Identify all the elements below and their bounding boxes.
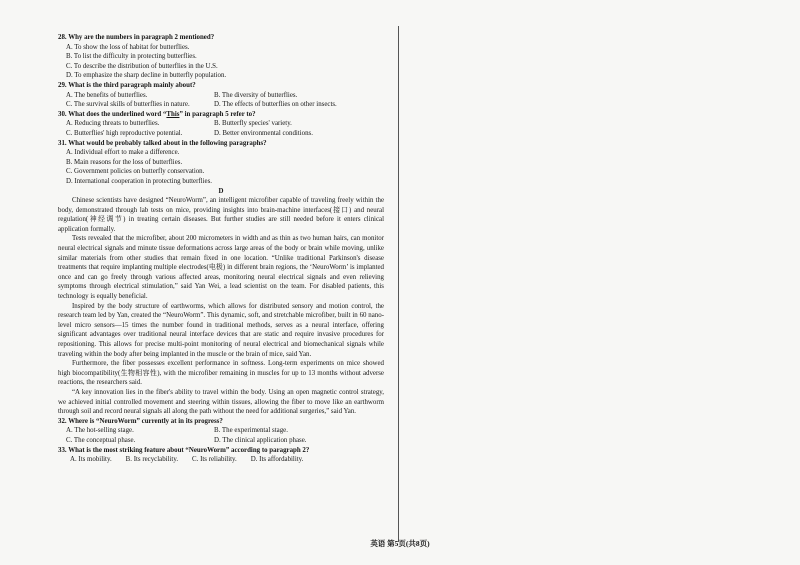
question-29-option-d: D. The effects of butterflies on other insects. xyxy=(214,101,337,109)
question-32-option-d: D. The clinical application phase. xyxy=(214,436,307,444)
question-30-underlined-word: This xyxy=(166,110,180,118)
question-33-option-b: B. Its recyclability. xyxy=(125,456,179,464)
section-d-heading: D xyxy=(218,187,224,195)
question-29-row-2 xyxy=(58,100,384,110)
question-28-stem: 28. Why are the numbers in paragraph 2 mentioned? xyxy=(58,34,215,41)
passage-paragraph: Furthermore, the fiber possesses excellent performance in softness. Long-term experiments on mice showed high biocompatibility(生物相容性), with the microfiber remaining in muscles for up to 13 months without adverse reactions, the researchers said. xyxy=(58,360,384,387)
passage-paragraph: Chinese scientists have designed “NeuroWorm”, an intelligent microfiber capable of traveling freely within the body, demonstrated through lab tests on mice, providing insights into brain-machine interfaces(接口) and neural regulation(神经调节) in treating certain diseases. But further studies are still needed before it enters clinical application formally. xyxy=(58,197,384,233)
question-30-option-a: A. Reducing threats to butterflies. xyxy=(66,120,160,128)
left-column xyxy=(58,33,384,465)
question-28-option-b: B. To list the difficulty in protecting butterflies. xyxy=(66,53,197,61)
question-29-option-c: C. The survival skills of butterflies in nature. xyxy=(66,101,190,109)
column-divider xyxy=(398,26,399,542)
question-28-option-d: D. To emphasize the sharp decline in butterfly population. xyxy=(66,72,227,80)
question-33-option-a: A. Its mobility. xyxy=(70,456,112,464)
page-footer: 英语 第5页(共8页) xyxy=(370,539,430,548)
question-29-row-1 xyxy=(58,91,384,101)
question-32-row-2 xyxy=(58,436,384,446)
question-32-option-b: B. The experimental stage. xyxy=(214,427,288,435)
question-29-option-b: B. The diversity of butterflies. xyxy=(214,91,298,99)
passage-paragraph: Tests revealed that the microfiber, about 200 micrometers in width and as thin as two human hairs, can monitor neural electrical signals and minute tissue deformations across large areas of the body or brain while moving, unlike similar materials from other studies that remain fixed in one location. “Unlike traditional Parkinson's disease treatments that require implanting multiple electrodes(电极) in different brain regions, the ‘NeuroWorm’ is implanted once and can go freely through various affected areas, monitoring neural electrical signals and even relieving symptoms through electrical stimulation,” said Yan Wei, a lead scientist on the team. For disabled patients, this technology is equally beneficial. xyxy=(58,235,384,301)
passage-paragraph: Inspired by the body structure of earthworms, which allows for distributed sensory and motion control, the research team led by Yan, created the “NeuroWorm”. This dynamic, soft, and stretchable microfiber, built in 60 nano-level micro sensors—15 times the number found in traditional methods, serves as a neural interface, offering significant advantages over traditional neural interface devices that are static and require invasive procedures for repositioning. This allows for precise multi-point monitoring of neural electrical and biomechanical signals while traveling within the body after being implanted in the muscle or the brain of mice, said Yan. xyxy=(58,302,384,358)
question-28-option-c: C. To describe the distribution of butterflies in the U.S. xyxy=(66,62,218,70)
question-30-option-d: D. Better environmental conditions. xyxy=(214,129,313,137)
question-28-option-a: A. To show the loss of habitat for butterflies. xyxy=(66,43,190,51)
question-32-option-c: C. The conceptual phase. xyxy=(66,436,136,444)
question-32-row-1 xyxy=(58,426,384,436)
question-33-option-c: C. Its reliability. xyxy=(192,456,237,464)
question-30-option-b: B. Butterfly species' variety. xyxy=(214,120,292,128)
question-31-option-b: B. Main reasons for the loss of butterflies. xyxy=(66,158,183,166)
question-30-row-2 xyxy=(58,129,384,139)
question-33-option-d: D. Its affordability. xyxy=(250,456,304,464)
question-30-stem-post: ” in paragraph 5 refer to? xyxy=(179,110,256,118)
passage-paragraph: “A key innovation lies in the fiber's ability to travel within the body. Using an open magnetic control strategy, we achieved initial controlled movement and steering within tissues, allowing the fiber to move like an earthworm through soil and record neural signals all along the path without the need for additional surgeries,” said Yan. xyxy=(58,388,384,416)
question-29-stem: 29. What is the third paragraph mainly about? xyxy=(58,81,196,89)
question-31-stem: 31. What would be probably talked about in the following paragraphs? xyxy=(58,139,267,147)
question-30-stem xyxy=(58,110,384,120)
question-32-stem: 32. Where is “NeuroWorm” currently at in its progress? xyxy=(58,417,223,425)
question-30-row-1 xyxy=(58,119,384,129)
question-33-stem: 33. What is the most striking feature about “NeuroWorm” according to paragraph 2? xyxy=(58,446,310,454)
question-30-stem-pre: 30. What does the underlined word “ xyxy=(58,110,167,118)
question-31-option-d: D. International cooperation in protecting butterflies. xyxy=(66,177,212,185)
question-29-option-a: A. The benefits of butterflies. xyxy=(66,91,148,99)
question-32-option-a: A. The hot-selling stage. xyxy=(66,427,134,435)
question-31-option-c: C. Government policies on butterfly conservation. xyxy=(66,168,205,176)
question-31-option-a: A. Individual effort to make a difference. xyxy=(66,149,180,157)
question-33-options xyxy=(58,455,384,465)
question-30-option-c: C. Butterflies' high reproductive potential. xyxy=(66,129,183,137)
